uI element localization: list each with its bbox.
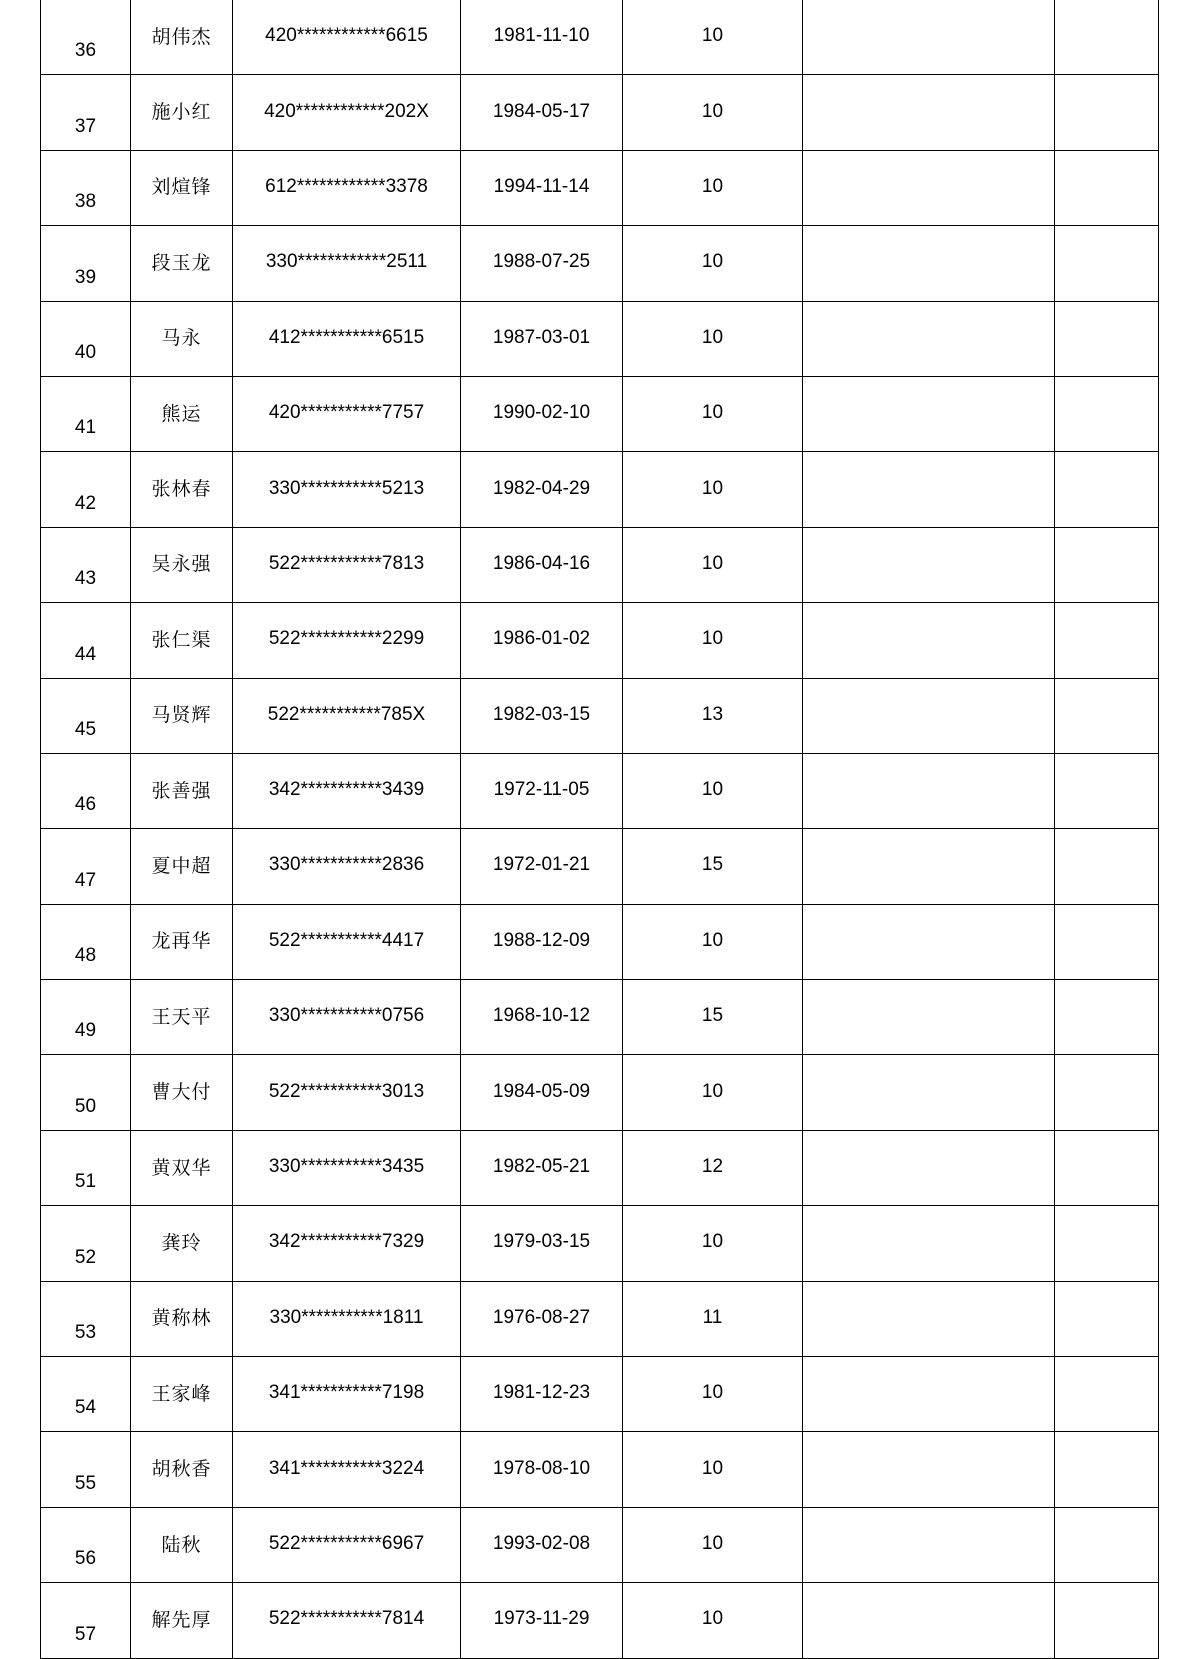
birth-date-cell: 1968-10-12 (461, 980, 623, 1055)
name-cell: 夏中超 (131, 829, 233, 904)
name-cell: 胡伟杰 (131, 0, 233, 75)
value-cell: 10 (623, 904, 803, 979)
table-row (41, 150, 1159, 225)
name-cell: 马永 (131, 301, 233, 376)
value-cell: 10 (623, 1583, 803, 1658)
id-number-cell: 612************3378 (233, 150, 461, 225)
table-row (41, 1130, 1159, 1205)
blank-cell (1055, 1281, 1159, 1356)
blank-cell (803, 829, 1055, 904)
row-number-cell: 41 (41, 376, 131, 451)
value-cell: 10 (623, 1432, 803, 1507)
id-number-cell: 522***********7814 (233, 1583, 461, 1658)
blank-cell (1055, 1583, 1159, 1658)
value-cell: 10 (623, 75, 803, 150)
birth-date-cell: 1978-08-10 (461, 1432, 623, 1507)
name-cell: 王家峰 (131, 1357, 233, 1432)
blank-cell (803, 678, 1055, 753)
id-number-cell: 341***********7198 (233, 1357, 461, 1432)
row-number-cell: 55 (41, 1432, 131, 1507)
row-number-cell: 49 (41, 980, 131, 1055)
value-cell: 13 (623, 678, 803, 753)
table-row (41, 1055, 1159, 1130)
birth-date-cell: 1972-01-21 (461, 829, 623, 904)
id-number-cell: 420***********7757 (233, 376, 461, 451)
row-number-cell: 53 (41, 1281, 131, 1356)
table-row (41, 678, 1159, 753)
blank-cell (803, 527, 1055, 602)
blank-cell (1055, 603, 1159, 678)
blank-cell (803, 904, 1055, 979)
value-cell: 10 (623, 376, 803, 451)
blank-cell (1055, 829, 1159, 904)
id-number-cell: 522***********7813 (233, 527, 461, 602)
roster-table (40, 0, 1159, 1659)
value-cell: 10 (623, 753, 803, 828)
blank-cell (803, 301, 1055, 376)
birth-date-cell: 1986-01-02 (461, 603, 623, 678)
row-number-cell: 36 (41, 0, 131, 75)
blank-cell (1055, 1055, 1159, 1130)
birth-date-cell: 1984-05-17 (461, 75, 623, 150)
blank-cell (1055, 1130, 1159, 1205)
blank-cell (803, 226, 1055, 301)
blank-cell (1055, 75, 1159, 150)
id-number-cell: 341***********3224 (233, 1432, 461, 1507)
name-cell: 王天平 (131, 980, 233, 1055)
name-cell: 吴永强 (131, 527, 233, 602)
blank-cell (1055, 301, 1159, 376)
table-row (41, 829, 1159, 904)
blank-cell (1055, 980, 1159, 1055)
blank-cell (803, 376, 1055, 451)
blank-cell (803, 1357, 1055, 1432)
birth-date-cell: 1973-11-29 (461, 1583, 623, 1658)
name-cell: 黄称林 (131, 1281, 233, 1356)
blank-cell (803, 75, 1055, 150)
blank-cell (1055, 150, 1159, 225)
name-cell: 张善强 (131, 753, 233, 828)
value-cell: 10 (623, 1357, 803, 1432)
blank-cell (803, 603, 1055, 678)
birth-date-cell: 1988-07-25 (461, 226, 623, 301)
value-cell: 11 (623, 1281, 803, 1356)
value-cell: 10 (623, 452, 803, 527)
table-row (41, 0, 1159, 75)
birth-date-cell: 1986-04-16 (461, 527, 623, 602)
value-cell: 10 (623, 226, 803, 301)
row-number-cell: 44 (41, 603, 131, 678)
row-number-cell: 50 (41, 1055, 131, 1130)
table-row (41, 226, 1159, 301)
row-number-cell: 54 (41, 1357, 131, 1432)
row-number-cell: 45 (41, 678, 131, 753)
birth-date-cell: 1990-02-10 (461, 376, 623, 451)
blank-cell (1055, 527, 1159, 602)
birth-date-cell: 1994-11-14 (461, 150, 623, 225)
name-cell: 龙再华 (131, 904, 233, 979)
table-row (41, 376, 1159, 451)
id-number-cell: 342***********3439 (233, 753, 461, 828)
name-cell: 胡秋香 (131, 1432, 233, 1507)
blank-cell (1055, 0, 1159, 75)
blank-cell (1055, 753, 1159, 828)
id-number-cell: 420************202X (233, 75, 461, 150)
table-row (41, 452, 1159, 527)
blank-cell (1055, 1357, 1159, 1432)
name-cell: 段玉龙 (131, 226, 233, 301)
table-row (41, 980, 1159, 1055)
table-row (41, 904, 1159, 979)
row-number-cell: 37 (41, 75, 131, 150)
id-number-cell: 522***********2299 (233, 603, 461, 678)
name-cell: 张仁渠 (131, 603, 233, 678)
value-cell: 10 (623, 1507, 803, 1582)
row-number-cell: 47 (41, 829, 131, 904)
value-cell: 10 (623, 0, 803, 75)
id-number-cell: 420************6615 (233, 0, 461, 75)
table-row (41, 603, 1159, 678)
table-row (41, 1357, 1159, 1432)
birth-date-cell: 1981-12-23 (461, 1357, 623, 1432)
name-cell: 马贤辉 (131, 678, 233, 753)
row-number-cell: 38 (41, 150, 131, 225)
blank-cell (803, 1055, 1055, 1130)
id-number-cell: 342***********7329 (233, 1206, 461, 1281)
table-row (41, 1432, 1159, 1507)
value-cell: 10 (623, 527, 803, 602)
blank-cell (803, 150, 1055, 225)
value-cell: 10 (623, 150, 803, 225)
blank-cell (1055, 1206, 1159, 1281)
table-row (41, 1583, 1159, 1658)
id-number-cell: 522***********4417 (233, 904, 461, 979)
blank-cell (1055, 376, 1159, 451)
birth-date-cell: 1988-12-09 (461, 904, 623, 979)
blank-cell (1055, 452, 1159, 527)
id-number-cell: 522***********6967 (233, 1507, 461, 1582)
value-cell: 10 (623, 1206, 803, 1281)
row-number-cell: 48 (41, 904, 131, 979)
name-cell: 刘煊锋 (131, 150, 233, 225)
id-number-cell: 412***********6515 (233, 301, 461, 376)
blank-cell (803, 1281, 1055, 1356)
birth-date-cell: 1982-03-15 (461, 678, 623, 753)
name-cell: 曹大付 (131, 1055, 233, 1130)
row-number-cell: 57 (41, 1583, 131, 1658)
row-number-cell: 42 (41, 452, 131, 527)
birth-date-cell: 1979-03-15 (461, 1206, 623, 1281)
id-number-cell: 330************2511 (233, 226, 461, 301)
blank-cell (803, 0, 1055, 75)
blank-cell (803, 753, 1055, 828)
blank-cell (803, 1432, 1055, 1507)
roster-table-body (41, 0, 1159, 1658)
birth-date-cell: 1972-11-05 (461, 753, 623, 828)
id-number-cell: 522***********3013 (233, 1055, 461, 1130)
row-number-cell: 51 (41, 1130, 131, 1205)
row-number-cell: 43 (41, 527, 131, 602)
birth-date-cell: 1981-11-10 (461, 0, 623, 75)
name-cell: 张林春 (131, 452, 233, 527)
blank-cell (803, 1583, 1055, 1658)
blank-cell (1055, 1432, 1159, 1507)
name-cell: 解先厚 (131, 1583, 233, 1658)
birth-date-cell: 1987-03-01 (461, 301, 623, 376)
table-row (41, 1507, 1159, 1582)
blank-cell (803, 1130, 1055, 1205)
blank-cell (803, 1507, 1055, 1582)
value-cell: 10 (623, 603, 803, 678)
row-number-cell: 52 (41, 1206, 131, 1281)
birth-date-cell: 1982-04-29 (461, 452, 623, 527)
value-cell: 15 (623, 980, 803, 1055)
id-number-cell: 330***********3435 (233, 1130, 461, 1205)
name-cell: 陆秋 (131, 1507, 233, 1582)
name-cell: 黄双华 (131, 1130, 233, 1205)
row-number-cell: 56 (41, 1507, 131, 1582)
blank-cell (1055, 1507, 1159, 1582)
birth-date-cell: 1984-05-09 (461, 1055, 623, 1130)
blank-cell (803, 980, 1055, 1055)
birth-date-cell: 1982-05-21 (461, 1130, 623, 1205)
table-row (41, 1206, 1159, 1281)
value-cell: 15 (623, 829, 803, 904)
name-cell: 龚玲 (131, 1206, 233, 1281)
blank-cell (1055, 678, 1159, 753)
id-number-cell: 522***********785X (233, 678, 461, 753)
id-number-cell: 330***********5213 (233, 452, 461, 527)
table-row (41, 753, 1159, 828)
name-cell: 施小红 (131, 75, 233, 150)
blank-cell (1055, 226, 1159, 301)
name-cell: 熊运 (131, 376, 233, 451)
value-cell: 12 (623, 1130, 803, 1205)
table-row (41, 75, 1159, 150)
blank-cell (1055, 904, 1159, 979)
blank-cell (803, 1206, 1055, 1281)
birth-date-cell: 1976-08-27 (461, 1281, 623, 1356)
row-number-cell: 40 (41, 301, 131, 376)
table-row (41, 1281, 1159, 1356)
table-row (41, 527, 1159, 602)
birth-date-cell: 1993-02-08 (461, 1507, 623, 1582)
table-row (41, 301, 1159, 376)
id-number-cell: 330***********1811 (233, 1281, 461, 1356)
id-number-cell: 330***********2836 (233, 829, 461, 904)
row-number-cell: 39 (41, 226, 131, 301)
id-number-cell: 330***********0756 (233, 980, 461, 1055)
blank-cell (803, 452, 1055, 527)
value-cell: 10 (623, 1055, 803, 1130)
row-number-cell: 46 (41, 753, 131, 828)
value-cell: 10 (623, 301, 803, 376)
